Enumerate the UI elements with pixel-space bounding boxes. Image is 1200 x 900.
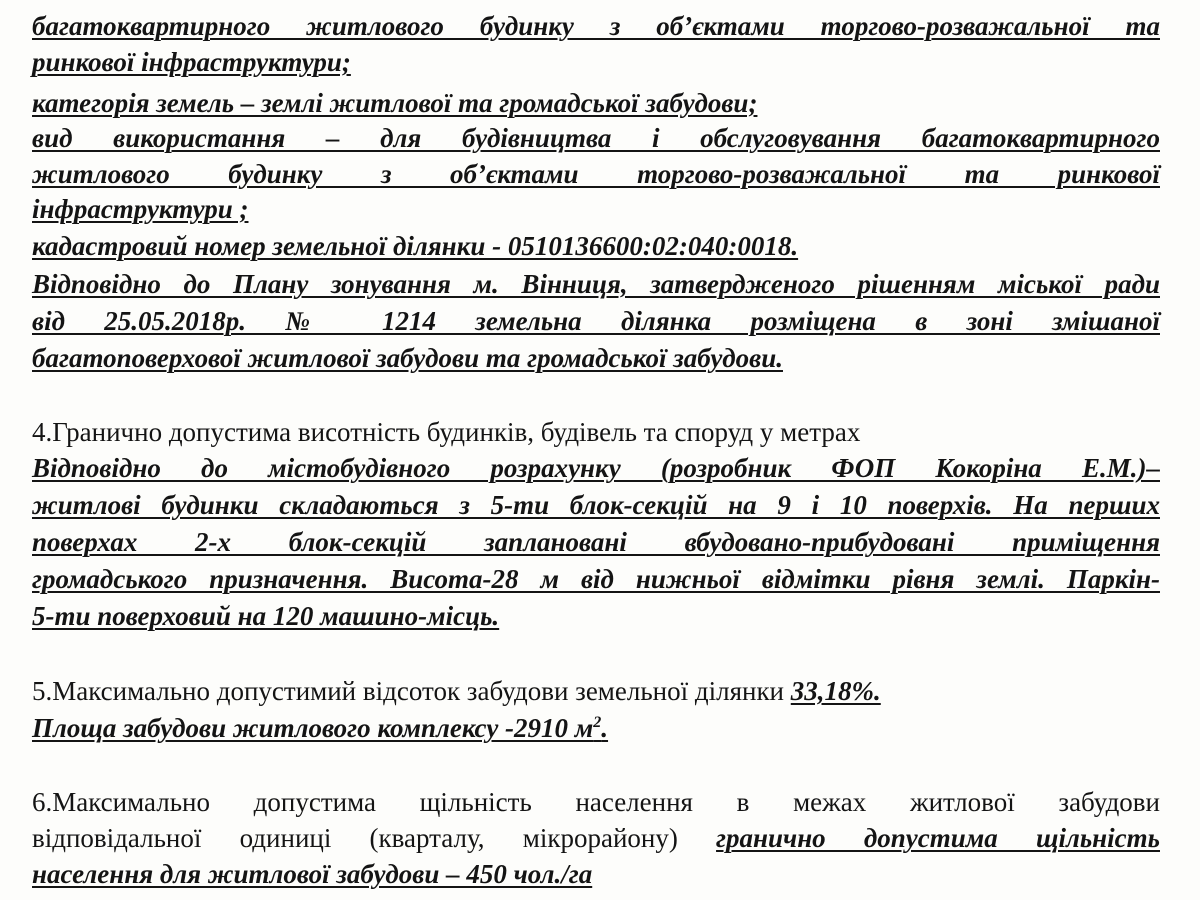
section-5-label: 5.Максимально допустимий відсоток забудови земельної ділянки (32, 676, 791, 706)
text-line: громадського призначення. Висота-28 м від нижньої відмітки рівня землі. Паркін- (32, 564, 1160, 594)
text-line: категорія земель – землі житлової та громадської забудови; (32, 88, 758, 118)
text-line: від 25.05.2018р. № 1214 земельна ділянка розміщена в зоні змішаної (32, 306, 1160, 336)
text-line: вид використання – для будівництва і обслуговування багатоквартирного (32, 123, 1160, 153)
text-line: інфраструктури ; (32, 194, 249, 224)
text-line: Відповідно до містобудівного розрахунку (розробник ФОП Кокоріна Е.М.)– (32, 453, 1160, 483)
section-6-heading: 6.Максимально допустима щільність населення в межах житлової забудови (32, 787, 1160, 817)
section-5-heading (32, 675, 1160, 707)
section-4-heading: 4.Гранично допустима висотність будинків, будівель та споруд у метрах (32, 417, 861, 447)
density-value-line: населення для житлової забудови – 450 чол./га (32, 859, 593, 889)
building-area-text: Площа забудови житлового комплексу -2910 м (32, 713, 594, 743)
text-line: 5-ти поверховий на 120 машино-місць. (32, 601, 500, 631)
text-line: багатоповерхової житлової забудови та громадської забудови. (32, 343, 783, 373)
text-line: поверхах 2-х блок-секцій заплановані вбудовано-прибудовані приміщення (32, 527, 1160, 557)
text-line (32, 822, 1160, 854)
text-line: житлового будинку з об’єктами торгово-розважальної та ринкової (32, 159, 1160, 189)
density-limit-text: гранично допустима щільність (716, 823, 1160, 853)
text-line: Відповідно до Плану зонування м. Вінниця, затвердженого рішенням міської ради (32, 269, 1160, 299)
section-6-label: відповідальної одиниці (кварталу, мікрорайону) (32, 823, 717, 853)
text-line: ринкової інфраструктури; (32, 47, 351, 77)
text-line: житлові будинки складаються з 5-ти блок-секцій на 9 і 10 поверхів. На перших (32, 490, 1160, 520)
building-area-line (32, 712, 1160, 744)
building-area-end: . (601, 713, 609, 743)
cadastral-number-line: кадастровий номер земельної ділянки - 0510136600:02:040:0018. (32, 231, 799, 261)
square-superscript: 2 (593, 714, 602, 731)
text-line: багатоквартирного житлового будинку з об’єктами торгово-розважальної та (32, 11, 1160, 41)
build-percentage: 33,18%. (790, 676, 881, 706)
